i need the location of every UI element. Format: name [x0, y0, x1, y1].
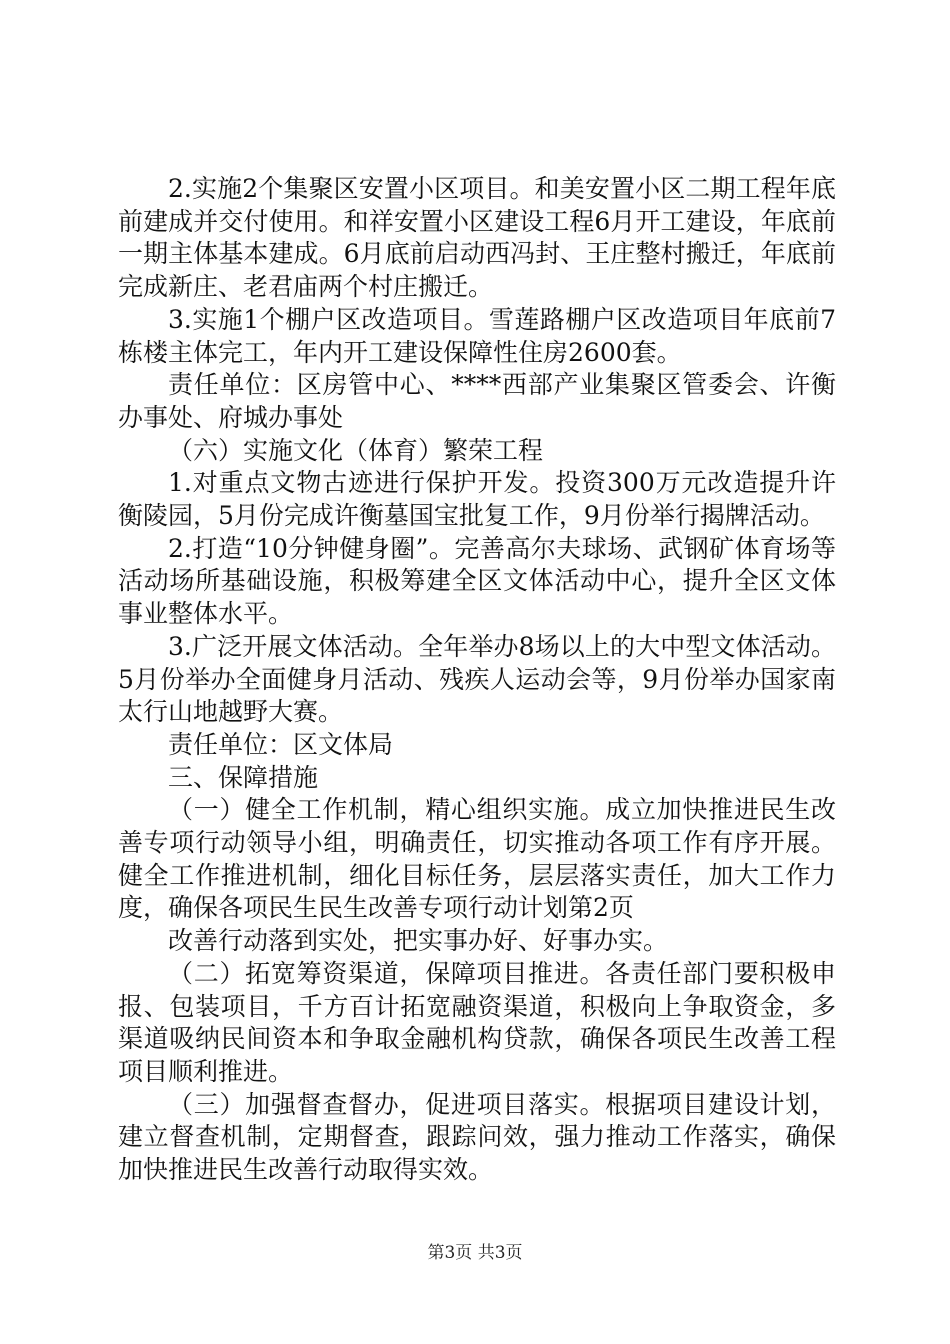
paragraph-cultural-relics: 1.对重点文物古迹进行保护开发。投资300万元改造提升许衡陵园，5月份完成许衡墓国宝批复工作，9月份举行揭牌活动。	[118, 468, 836, 531]
paragraph-responsible-units-housing: 责任单位：区房管中心、****西部产业集聚区管委会、许衡办事处、府城办事处	[118, 370, 836, 432]
section-heading-culture-sports: （六）实施文化（体育）繁荣工程	[168, 435, 544, 465]
paragraph-supervision: （三）加强督查督办，促进项目落实。根据项目建设计划，建立督查机制，定期督查，跟踪问效，强力推动工作落实，确保加快推进民生改善行动取得实效。	[118, 1089, 836, 1185]
paragraph-work-mechanism: （一）健全工作机制，精心组织实施。成立加快推进民生改善专项行动领导小组，明确责任，切实推动各项工作有序开展。健全工作推进机制，细化目标任务，层层落实责任，加大工作力度，确保各项民生民生改善专项行动计划第2页	[118, 795, 836, 923]
paragraph-fitness-circle: 2.打造“10分钟健身圈”。完善高尔夫球场、武钢矿体育场等活动场所基础设施，积极筹建全区文体活动中心，提升全区文体事业整体水平。	[118, 533, 836, 629]
document-body	[118, 173, 836, 1187]
paragraph-sports-activities: 3.广泛开展文体活动。全年举办8场以上的大中型文体活动。5月份举办全面健身月活动、残疾人运动会等，9月份举办国家南太行山地越野大赛。	[118, 631, 836, 727]
section-heading-safeguards: 三、保障措施	[168, 762, 319, 792]
paragraph-funding-channels: （二）拓宽筹资渠道，保障项目推进。各责任部门要积极申报、包装项目，千方百计拓宽融资渠道，积极向上争取资金，多渠道吸纳民间资本和争取金融机构贷款，确保各项民生改善工程项目顺利推进。	[118, 958, 836, 1086]
page-footer	[0, 1242, 950, 1264]
paragraph-implementation: 改善行动落到实处，把实事办好、好事办实。	[168, 926, 669, 956]
paragraph-responsible-unit-culture: 责任单位：区文体局	[168, 729, 394, 759]
paragraph-shantytown-renovation: 3.实施1个棚户区改造项目。雪莲路棚户区改造项目年底前7栋楼主体完工，年内开工建设保障性住房2600套。	[118, 304, 836, 367]
page-number: 第3页 共3页	[427, 1243, 523, 1263]
paragraph-housing-resettlement: 2.实施2个集聚区安置小区项目。和美安置小区二期工程年底前建成并交付使用。和祥安置小区建设工程6月开工建设，年底前一期主体基本建成。6月底前启动西冯封、王庄整村搬迁，年底前完成新庄、老君庙两个村庄搬迁。	[118, 174, 836, 302]
